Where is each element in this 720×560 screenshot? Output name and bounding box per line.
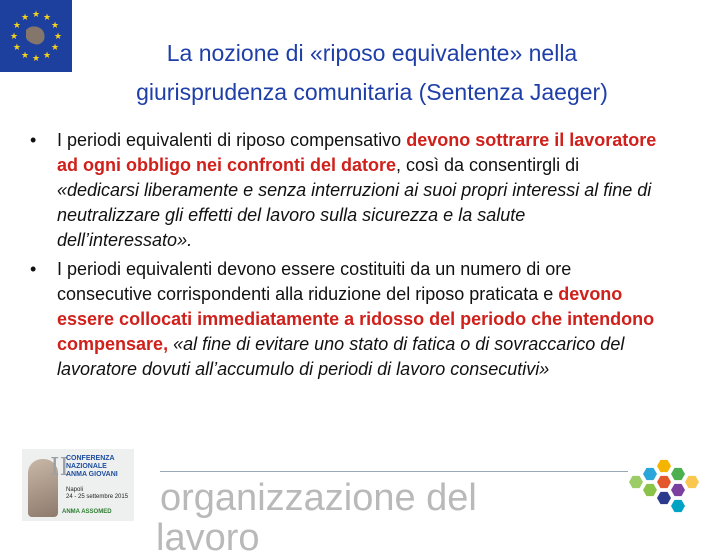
bullet-text: , così da consentirgli di: [396, 155, 580, 175]
hexagon-shape: [643, 484, 657, 496]
hexagon-shape: [671, 500, 685, 512]
eu-star-icon: ★: [20, 11, 30, 22]
title-line-1: La nozione di «riposo equivalente» nella: [166, 40, 578, 66]
footer-text-line-1: organizzazione del: [160, 477, 477, 519]
bullet-item: [30, 128, 660, 253]
footer-divider: [160, 471, 628, 472]
hexagon-shape: [629, 476, 643, 488]
hexagon-shape: [671, 484, 685, 496]
bullet-item: [30, 257, 660, 382]
conference-sponsors: ANMA ASSOMED: [62, 509, 112, 515]
conference-line-2: NAZIONALE: [66, 463, 107, 470]
conference-place: Napoli: [66, 487, 84, 493]
bullet-quote: «al fine di evitare uno stato di fatica o di sovraccarico del lavoratore dovuti all’accumulo di periodi di lavoro consecutivi»: [57, 334, 625, 379]
eu-star-icon: ★: [42, 50, 52, 61]
bullet-quote: «dedicarsi liberamente e senza interruzioni ai suoi propri interessi al fine di neutralizzare gli effetti del lavoro sulla sicurezza e la salute dell’interessato».: [57, 180, 652, 250]
eu-star-icon: ★: [9, 31, 19, 41]
eu-star-icon: ★: [51, 20, 60, 30]
bullet-marker: •: [30, 259, 37, 279]
hexagon-shape: [657, 492, 671, 504]
hexagon-shape: [657, 476, 671, 488]
bullet-highlight: devono essere collocati immediatamente a ridosso del periodo che intendono compensare: [57, 284, 655, 354]
bullet-text: I periodi equivalenti devono essere costituiti da un numero di ore consecutive corrispondenti alla riduzione del riposo praticata e: [57, 259, 572, 304]
eu-star-icon: ★: [51, 42, 60, 52]
eu-star-icon: ★: [12, 42, 21, 52]
conference-dates: 24 - 25 settembre 2015: [66, 494, 129, 500]
eu-star-icon: ★: [42, 11, 52, 22]
footer-text-line-2: lavoro: [156, 517, 260, 559]
bullet-highlight: devono sottrarre il lavoratore ad ogni obbligo nei confronti del datore: [57, 130, 657, 175]
conference-logo: [22, 449, 134, 521]
bullet-marker: •: [30, 130, 37, 150]
title-line-2: giurisprudenza comunitaria (Sentenza Jaeger): [136, 79, 608, 105]
eu-star-icon: ★: [31, 53, 41, 63]
conference-line-3: ANMA GIOVANI: [66, 471, 118, 478]
hexagon-shape: [643, 468, 657, 480]
eu-star-icon: ★: [12, 20, 21, 30]
conference-line-1: CONFERENZA: [66, 455, 115, 462]
hexagon-shape: [657, 460, 671, 472]
eu-star-icon: ★: [53, 31, 63, 41]
conference-date: [66, 487, 132, 501]
eu-star-icon: ★: [20, 50, 30, 61]
eu-star-icon: ★: [31, 9, 41, 19]
bullet-text: ,: [163, 334, 174, 354]
slide-title: [40, 34, 704, 112]
bullet-list: [30, 128, 660, 386]
conference-numeral: II: [50, 453, 69, 481]
bullet-text: I periodi equivalenti di riposo compensativo: [57, 130, 407, 150]
hexagon-shape: [685, 476, 699, 488]
hexagon-shape: [671, 468, 685, 480]
conference-name: [66, 455, 132, 479]
hexagon-cluster-icon: [628, 458, 700, 520]
